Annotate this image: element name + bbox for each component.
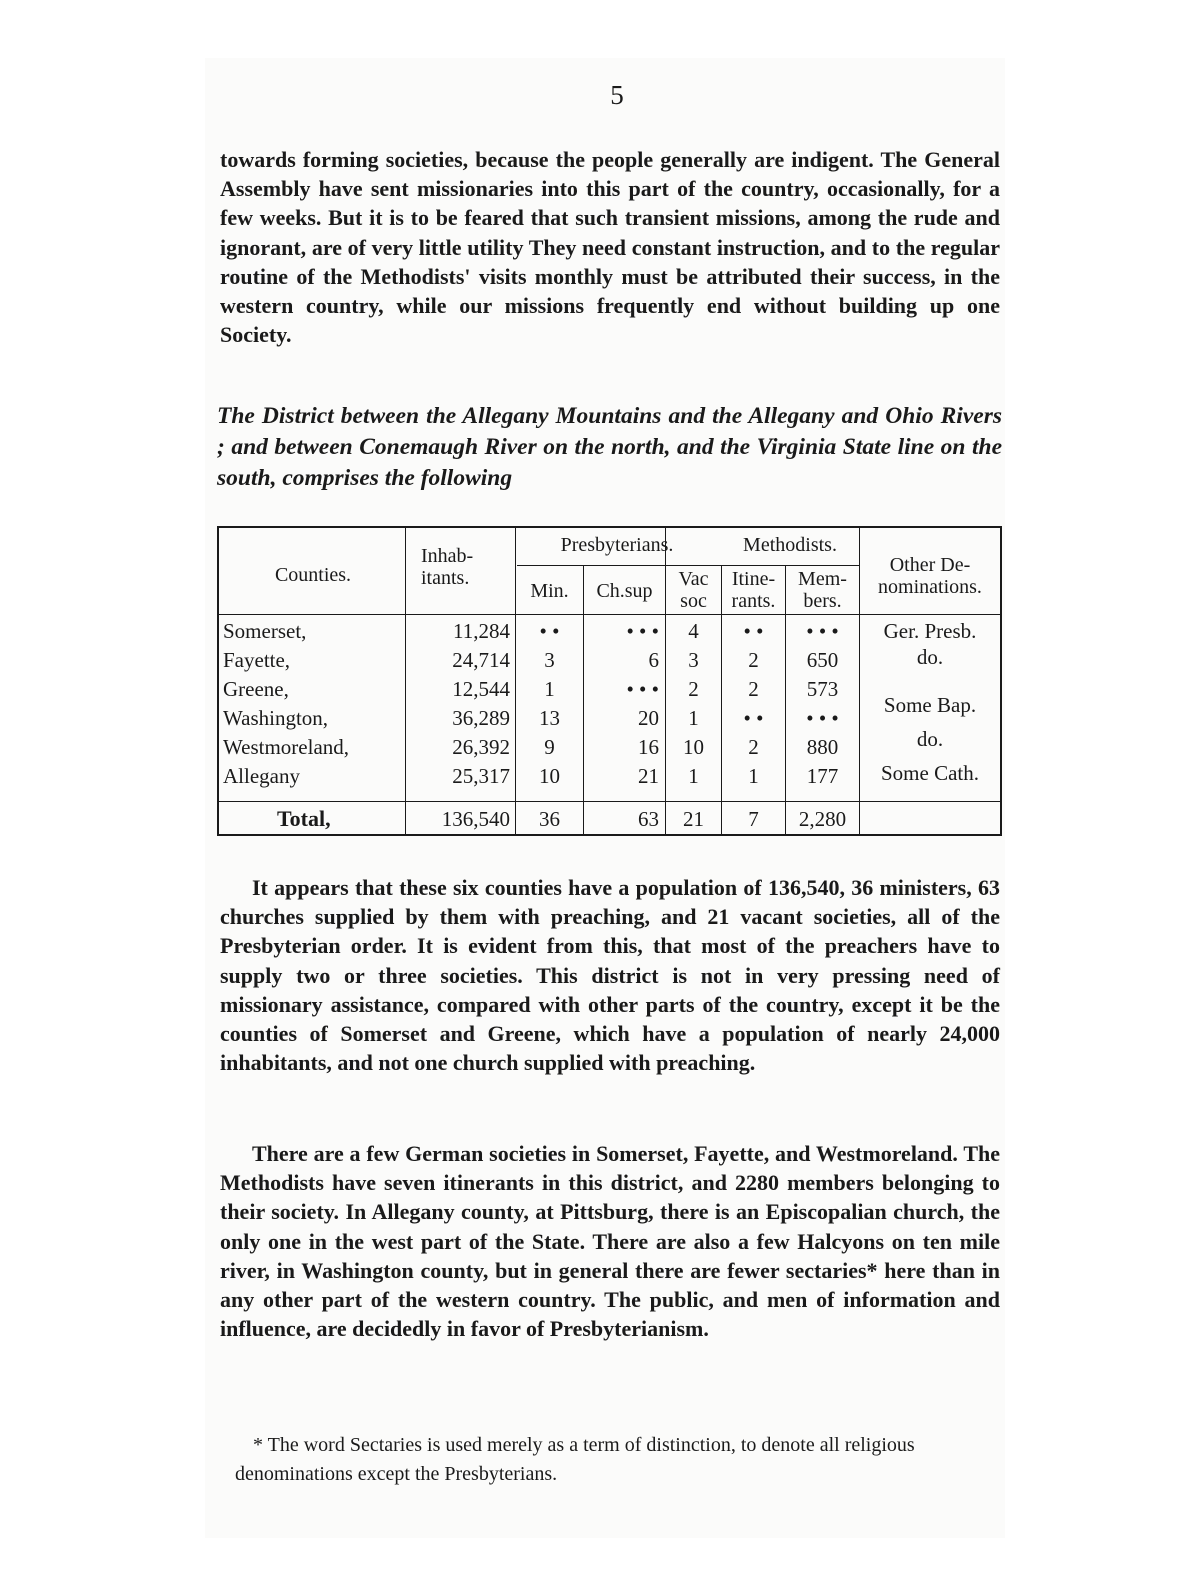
total-members: 2,280 <box>798 807 847 831</box>
header-other-1: Other De- <box>889 554 971 576</box>
cell-vacant: 3 <box>688 648 699 672</box>
col-divider <box>405 528 406 834</box>
cell-ministers: 13 <box>539 706 560 730</box>
cell-churches-supplied: 16 <box>638 735 659 759</box>
cell-county: Westmoreland, <box>223 735 350 759</box>
total-vacant: 21 <box>683 807 704 831</box>
table-left-rule <box>217 526 219 836</box>
cell-ministers: 9 <box>544 735 555 759</box>
total-separator <box>219 801 1000 802</box>
cell-members: 177 <box>806 764 839 788</box>
table-right-rule <box>1000 526 1002 836</box>
cell-inhabitants: 26,392 <box>452 735 510 759</box>
book-page <box>205 58 1005 1538</box>
header-inhab-1: Inhab- <box>421 545 474 567</box>
header-itinerants-1: Itine- <box>731 568 776 590</box>
cell-inhabitants: 36,289 <box>452 706 510 730</box>
cell-inhabitants: 24,714 <box>452 648 510 672</box>
header-separator <box>219 614 1000 615</box>
cell-vacant: 2 <box>688 677 699 701</box>
cell-members: • • • <box>806 619 839 643</box>
header-inhab-2: itants. <box>421 567 470 589</box>
cell-vacant: 4 <box>688 619 699 643</box>
cell-members: • • • <box>806 706 839 730</box>
cell-inhabitants: 11,284 <box>453 619 510 643</box>
cell-itinerants: • • <box>743 619 764 643</box>
paragraph-indigent-societies: towards forming societies, because the people generally are indigent. The General Assembly have sent missionaries into this part of the country, occasionally, for a few weeks. But it is to be feared that such transient missions, among the rude and ignorant, are of very little utility They need constant instruction, and to the regular routine of the Methodists' visits monthly must be attributed their success, in the western country, while our missions frequently end without building up one Society. <box>220 147 1000 348</box>
other-denomination: Some Bap. <box>883 693 977 717</box>
cell-churches-supplied: • • • <box>626 619 659 643</box>
header-members-1: Mem- <box>798 568 847 590</box>
header-methodists: Methodists. <box>743 534 837 556</box>
cell-itinerants: • • <box>743 706 764 730</box>
cell-itinerants: 2 <box>748 677 759 701</box>
cell-inhabitants: 12,544 <box>452 677 510 701</box>
header-chsup: Ch.sup <box>596 580 653 602</box>
cell-vacant: 1 <box>688 706 699 730</box>
header-counties: Counties. <box>274 564 352 586</box>
total-inhabitants: 136,540 <box>441 807 510 831</box>
cell-inhabitants: 25,317 <box>452 764 510 788</box>
other-denomination: do. <box>916 727 944 751</box>
page-number: 5 <box>610 80 624 110</box>
cell-ministers: 10 <box>539 764 560 788</box>
header-members-2: bers. <box>803 590 842 612</box>
cell-churches-supplied: 6 <box>648 648 659 672</box>
header-vac-1: Vac <box>678 568 709 590</box>
table-caption: The District between the Allegany Mountains and the Allegany and Ohio Rivers ; and between Conemaugh River on the north, and the Virginia State line on the south, comprises the following <box>217 403 1002 491</box>
cell-vacant: 1 <box>688 764 699 788</box>
cell-vacant: 10 <box>683 735 704 759</box>
cell-ministers: 3 <box>544 648 555 672</box>
total-label: Total, <box>277 806 331 831</box>
group-underline <box>517 565 859 566</box>
cell-itinerants: 1 <box>748 764 759 788</box>
other-denomination: Ger. Presb. <box>883 619 977 643</box>
other-denomination: do. <box>916 645 944 669</box>
cell-churches-supplied: 20 <box>638 706 659 730</box>
cell-churches-supplied: • • • <box>626 677 659 701</box>
total-itinerants: 7 <box>748 807 759 831</box>
cell-members: 650 <box>806 648 839 672</box>
cell-county: Washington, <box>223 706 329 730</box>
cell-county: Allegany <box>223 764 300 788</box>
header-vac-2: soc <box>680 590 707 612</box>
cell-itinerants: 2 <box>748 648 759 672</box>
table-top-rule <box>217 526 1002 528</box>
header-min: Min. <box>530 580 569 602</box>
table-bottom-rule <box>217 834 1002 836</box>
header-presbyterians: Presbyterians. <box>560 534 674 556</box>
cell-members: 880 <box>806 735 839 759</box>
cell-members: 573 <box>806 677 839 701</box>
paragraph-population-summary: It appears that these six counties have a population of 136,540, 36 ministers, 63 churches supplied by them with preaching, and 21 vacant societies, all of the Presbyterian order. It is evident from this, that most of the preachers have to supply two or three societies. This district is not in very pressing need of missionary assistance, compared with other parts of the country, except it be the counties of Somerset and Greene, which have a population of nearly 24,000 inhabitants, and not one church supplied with preaching. <box>220 875 1000 1076</box>
header-itinerants-2: rants. <box>731 590 776 612</box>
cell-ministers: 1 <box>544 677 555 701</box>
cell-county: Greene, <box>223 677 289 701</box>
total-churches-supplied: 63 <box>638 807 659 831</box>
cell-itinerants: 2 <box>748 735 759 759</box>
paragraph-german-societies: There are a few German societies in Somerset, Fayette, and Westmoreland. The Methodists have seven itinerants in this district, and 2280 members belonging to their society. In Allegany county, at Pittsburg, there is an Episcopalian church, the only one in the west part of the State. There are also a few Halcyons on ten mile river, in Washington county, but in general there are fewer sectaries* here than in any other part of the western country. The public, and men of information and influence, are decidedly in favor of Presbyterianism. <box>220 1141 1000 1342</box>
cell-county: Fayette, <box>223 648 291 672</box>
footnote: * The word Sectaries is used merely as a term of distinction, to denote all religious denominations except the Presbyterians. <box>235 1434 915 1485</box>
cell-churches-supplied: 21 <box>638 764 659 788</box>
other-denomination: Some Cath. <box>881 761 979 785</box>
header-other-2: nominations. <box>878 576 982 598</box>
cell-county: Somerset, <box>223 619 307 643</box>
col-divider <box>583 566 584 834</box>
total-ministers: 36 <box>539 807 560 831</box>
cell-ministers: • • <box>539 619 560 643</box>
